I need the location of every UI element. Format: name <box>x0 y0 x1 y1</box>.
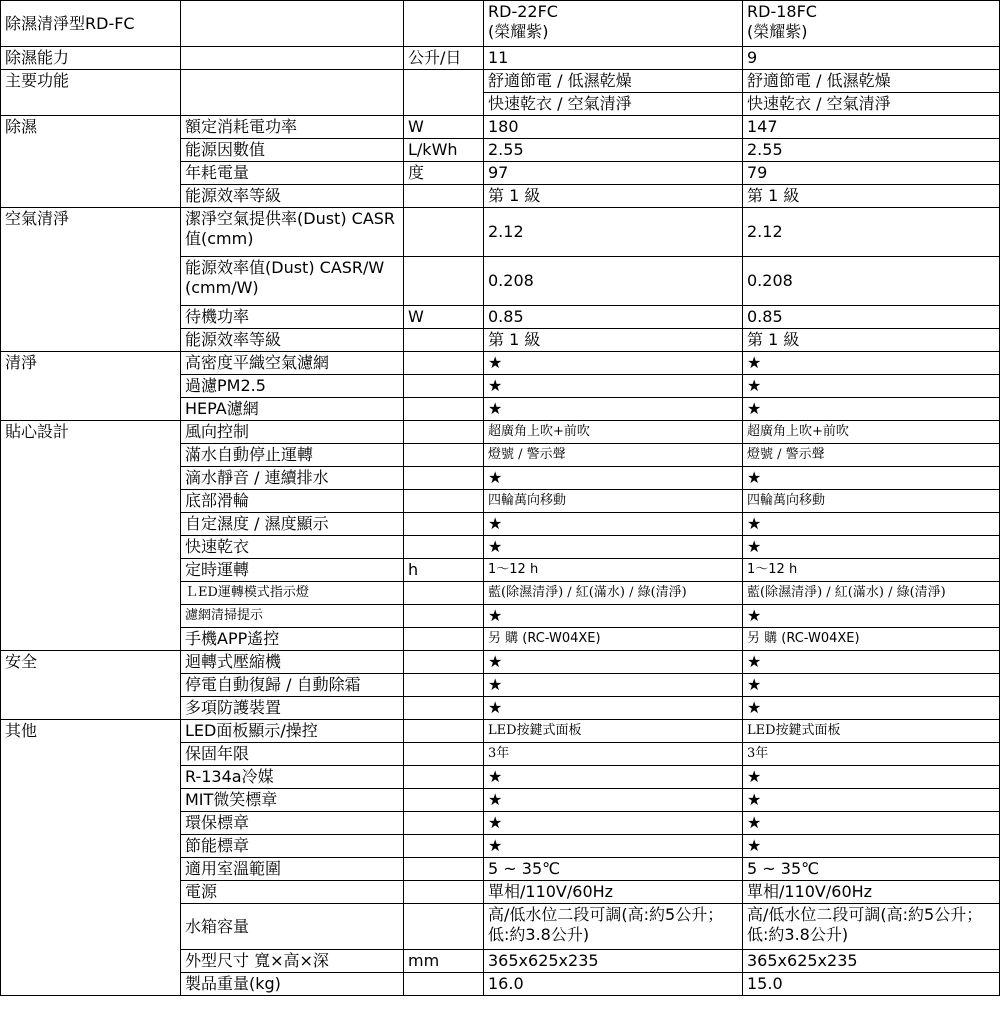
spec-label: 濾網清掃提示 <box>181 605 404 628</box>
model-a-value: 超廣角上吹+前吹 <box>484 421 743 444</box>
model-b-value: ★ <box>743 352 1000 375</box>
unit-cell <box>404 973 484 996</box>
blank-cell <box>404 1 484 47</box>
unit-cell <box>404 513 484 536</box>
unit-cell <box>404 881 484 904</box>
spec-label: MIT微笑標章 <box>181 789 404 812</box>
unit-cell <box>404 352 484 375</box>
spec-label: 水箱容量 <box>181 904 404 950</box>
unit-cell <box>404 651 484 674</box>
model-b-value: 另 購 (RC-W04XE) <box>743 628 1000 651</box>
model-a-value: 3年 <box>484 743 743 766</box>
unit-cell <box>404 720 484 743</box>
model-a-value: ★ <box>484 812 743 835</box>
model-b-value: 第 1 級 <box>743 185 1000 208</box>
model-b-header <box>743 1 1000 47</box>
spec-label: R-134a冷媒 <box>181 766 404 789</box>
spec-label: 定時運轉 <box>181 559 404 582</box>
model-b-value: 第 1 級 <box>743 329 1000 352</box>
table-row <box>1 651 1000 674</box>
model-b-value: 藍(除濕清淨) / 紅(滿水) / 綠(清淨) <box>743 582 1000 605</box>
model-b-value: 舒適節電 / 低濕乾燥 <box>743 70 1000 93</box>
model-a-value: ★ <box>484 766 743 789</box>
model-b-value: 1～12 h <box>743 559 1000 582</box>
model-a-value: 高/低水位二段可調(高:約5公升；低:約3.8公升) <box>484 904 743 950</box>
model-a-value: ★ <box>484 835 743 858</box>
unit-cell <box>404 467 484 490</box>
model-a-value: 0.208 <box>484 257 743 306</box>
unit-cell: L/kWh <box>404 139 484 162</box>
model-a-value: 四輪萬向移動 <box>484 490 743 513</box>
table-row <box>1 47 1000 70</box>
model-a-value: ★ <box>484 674 743 697</box>
model-a-value: ★ <box>484 651 743 674</box>
unit-cell: 度 <box>404 162 484 185</box>
unit-cell <box>404 490 484 513</box>
table-row <box>1 208 1000 257</box>
unit-cell <box>404 766 484 789</box>
spec-label: 額定消耗電功率 <box>181 116 404 139</box>
model-a-value: ★ <box>484 398 743 421</box>
category-cell: 除濕能力 <box>1 47 181 70</box>
spec-label: 自定濕度 / 濕度顯示 <box>181 513 404 536</box>
spec-label: 底部滑輪 <box>181 490 404 513</box>
unit-cell <box>404 185 484 208</box>
spec-label: 適用室溫範圍 <box>181 858 404 881</box>
spec-label: 手機APP遙控 <box>181 628 404 651</box>
model-b-value: 四輪萬向移動 <box>743 490 1000 513</box>
model-b-value: 15.0 <box>743 973 1000 996</box>
spec-label: 外型尺寸 寬×高×深 <box>181 950 404 973</box>
model-b-value: ★ <box>743 835 1000 858</box>
model-b-value: ★ <box>743 398 1000 421</box>
unit-cell <box>404 697 484 720</box>
spec-label: 迴轉式壓縮機 <box>181 651 404 674</box>
model-a-value: 舒適節電 / 低濕乾燥 <box>484 70 743 93</box>
spec-label: 年耗電量 <box>181 162 404 185</box>
unit-cell <box>404 904 484 950</box>
spec-label <box>181 47 404 70</box>
category-cell: 除濕 <box>1 116 181 208</box>
model-a-value: ★ <box>484 697 743 720</box>
unit-cell <box>404 329 484 352</box>
spec-label: 能源效率值(Dust) CASR/W(cmm/W) <box>181 257 404 306</box>
model-a-name: RD-22FC <box>488 2 558 21</box>
model-b-value: 2.12 <box>743 208 1000 257</box>
model-b-value: ★ <box>743 536 1000 559</box>
spec-label: 待機功率 <box>181 306 404 329</box>
spec-label: 能源效率等級 <box>181 185 404 208</box>
model-b-value: 79 <box>743 162 1000 185</box>
model-a-value: 藍(除濕清淨) / 紅(滿水) / 綠(清淨) <box>484 582 743 605</box>
model-b-value: ★ <box>743 513 1000 536</box>
model-b-name: RD-18FC <box>747 2 817 21</box>
spec-label: 風向控制 <box>181 421 404 444</box>
spec-label: ＬED運轉模式指示燈 <box>181 582 404 605</box>
model-a-value: 5 ~ 35℃ <box>484 858 743 881</box>
spec-label: 停電自動復歸 / 自動除霜 <box>181 674 404 697</box>
unit-cell <box>404 812 484 835</box>
model-b-value: 單相/110V/60Hz <box>743 881 1000 904</box>
model-a-value: 第 1 級 <box>484 329 743 352</box>
model-a-color: (榮耀紫) <box>488 22 549 41</box>
model-a-value: 2.12 <box>484 208 743 257</box>
unit-cell: h <box>404 559 484 582</box>
model-b-value: ★ <box>743 697 1000 720</box>
header-row <box>1 1 1000 47</box>
model-b-value: 超廣角上吹+前吹 <box>743 421 1000 444</box>
spec-label: 製品重量(kg) <box>181 973 404 996</box>
model-a-value: 97 <box>484 162 743 185</box>
unit-cell <box>404 789 484 812</box>
unit-cell <box>404 835 484 858</box>
table-row <box>1 70 1000 93</box>
model-b-value: ★ <box>743 605 1000 628</box>
model-b-value: 147 <box>743 116 1000 139</box>
unit-cell <box>404 70 484 116</box>
spec-label: 高密度平織空氣濾網 <box>181 352 404 375</box>
model-b-value: ★ <box>743 651 1000 674</box>
spec-label: 潔淨空氣提供率(Dust) CASR值(cmm) <box>181 208 404 257</box>
model-b-color: (榮耀紫) <box>747 22 808 41</box>
model-b-value: ★ <box>743 766 1000 789</box>
model-b-value: ★ <box>743 674 1000 697</box>
model-b-value: 0.85 <box>743 306 1000 329</box>
model-a-value: 第 1 級 <box>484 185 743 208</box>
series-title: 除濕清淨型RD-FC <box>1 1 181 47</box>
model-a-value: ★ <box>484 789 743 812</box>
unit-cell <box>404 858 484 881</box>
spec-label: 滿水自動停止運轉 <box>181 444 404 467</box>
unit-cell <box>404 674 484 697</box>
spec-label: 快速乾衣 <box>181 536 404 559</box>
unit-cell <box>404 444 484 467</box>
model-b-value: ★ <box>743 812 1000 835</box>
model-a-value: LED按鍵式面板 <box>484 720 743 743</box>
category-cell: 安全 <box>1 651 181 720</box>
model-a-value: ★ <box>484 513 743 536</box>
table-row <box>1 352 1000 375</box>
model-b-value: 0.208 <box>743 257 1000 306</box>
spec-label: LED面板顯示/操控 <box>181 720 404 743</box>
table-row <box>1 720 1000 743</box>
model-b-value: 365x625x235 <box>743 950 1000 973</box>
model-a-value: 快速乾衣 / 空氣清淨 <box>484 93 743 116</box>
model-b-value: 快速乾衣 / 空氣清淨 <box>743 93 1000 116</box>
model-b-value: ★ <box>743 375 1000 398</box>
unit-cell <box>404 375 484 398</box>
model-a-value: ★ <box>484 467 743 490</box>
model-a-value: 11 <box>484 47 743 70</box>
model-a-value: 0.85 <box>484 306 743 329</box>
spec-label: 過濾PM2.5 <box>181 375 404 398</box>
unit-cell <box>404 257 484 306</box>
model-a-value: 365x625x235 <box>484 950 743 973</box>
model-b-value: 高/低水位二段可調(高:約5公升；低:約3.8公升) <box>743 904 1000 950</box>
category-cell: 清淨 <box>1 352 181 421</box>
model-b-value: 2.55 <box>743 139 1000 162</box>
model-a-value: 燈號 / 警示聲 <box>484 444 743 467</box>
unit-cell: W <box>404 306 484 329</box>
unit-cell <box>404 421 484 444</box>
unit-cell <box>404 398 484 421</box>
category-cell: 主要功能 <box>1 70 181 116</box>
model-a-value: 180 <box>484 116 743 139</box>
model-b-value: ★ <box>743 789 1000 812</box>
model-a-value: ★ <box>484 536 743 559</box>
unit-cell <box>404 582 484 605</box>
spec-label: 電源 <box>181 881 404 904</box>
spec-label: 滴水靜音 / 連續排水 <box>181 467 404 490</box>
model-a-value: ★ <box>484 375 743 398</box>
category-cell: 貼心設計 <box>1 421 181 651</box>
spec-label: 保固年限 <box>181 743 404 766</box>
spec-label: 多項防護裝置 <box>181 697 404 720</box>
category-cell: 其他 <box>1 720 181 996</box>
category-cell: 空氣清淨 <box>1 208 181 352</box>
model-b-value: 3年 <box>743 743 1000 766</box>
model-b-value: LED按鍵式面板 <box>743 720 1000 743</box>
unit-cell: mm <box>404 950 484 973</box>
model-a-value: 16.0 <box>484 973 743 996</box>
unit-cell: W <box>404 116 484 139</box>
unit-cell <box>404 536 484 559</box>
spec-label: 能源因數值 <box>181 139 404 162</box>
spec-label <box>181 70 404 116</box>
model-a-value: 單相/110V/60Hz <box>484 881 743 904</box>
model-a-value: ★ <box>484 605 743 628</box>
table-row <box>1 116 1000 139</box>
model-a-value: 1～12 h <box>484 559 743 582</box>
blank-cell <box>181 1 404 47</box>
model-b-value: 5 ~ 35℃ <box>743 858 1000 881</box>
spec-label: 能源效率等級 <box>181 329 404 352</box>
model-b-value: ★ <box>743 467 1000 490</box>
unit-cell: 公升/日 <box>404 47 484 70</box>
spec-label: HEPA濾網 <box>181 398 404 421</box>
model-a-value: ★ <box>484 352 743 375</box>
spec-label: 環保標章 <box>181 812 404 835</box>
model-a-value: 另 購 (RC-W04XE) <box>484 628 743 651</box>
table-row <box>1 421 1000 444</box>
model-b-value: 燈號 / 警示聲 <box>743 444 1000 467</box>
unit-cell <box>404 743 484 766</box>
unit-cell <box>404 208 484 257</box>
unit-cell <box>404 605 484 628</box>
unit-cell <box>404 628 484 651</box>
model-b-value: 9 <box>743 47 1000 70</box>
spec-label: 節能標章 <box>181 835 404 858</box>
model-a-header <box>484 1 743 47</box>
model-a-value: 2.55 <box>484 139 743 162</box>
